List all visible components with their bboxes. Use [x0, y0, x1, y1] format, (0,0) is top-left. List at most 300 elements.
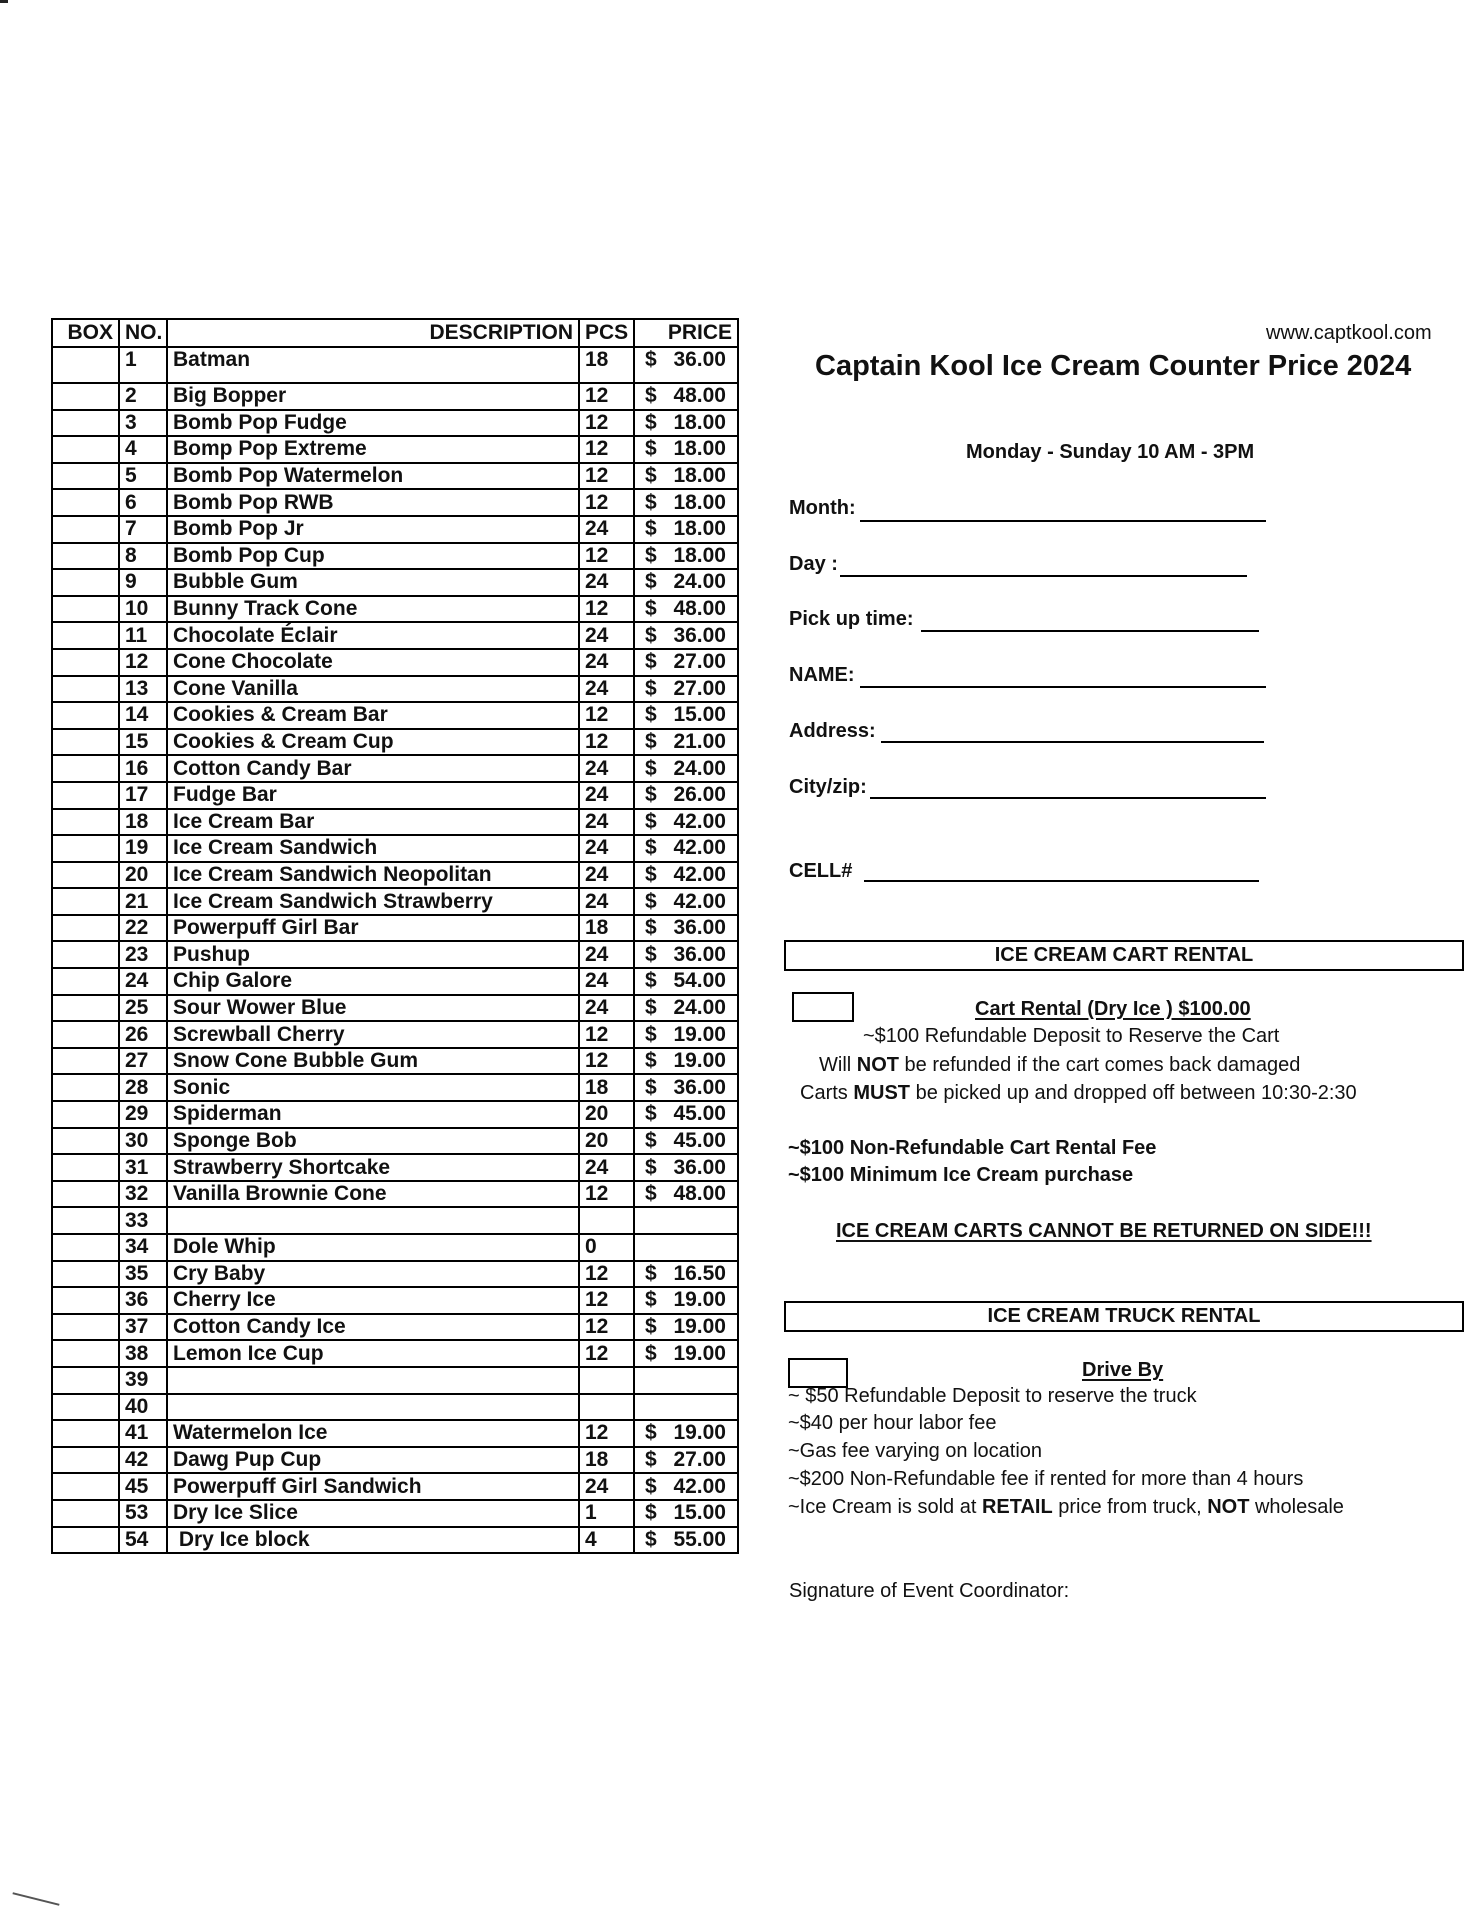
item-price: 27.00 [673, 1448, 726, 1472]
item-description: Fudge Bar [167, 782, 579, 809]
item-description: Batman [167, 347, 579, 383]
dollar-sign: $ [645, 597, 657, 621]
cart-pickup-text: Carts MUST be picked up and dropped off between 10:30-2:30 [800, 1082, 1357, 1104]
item-pcs: 24 [579, 968, 634, 995]
item-price-cell [634, 995, 738, 1022]
table-row [52, 915, 738, 942]
cart-rental-title: Cart Rental (Dry Ice ) $100.00 [975, 998, 1251, 1020]
item-pcs: 24 [579, 622, 634, 649]
dollar-sign: $ [645, 384, 657, 408]
item-number: 35 [119, 1261, 167, 1288]
table-row [52, 1074, 738, 1101]
item-description [167, 1394, 579, 1421]
item-pcs: 12 [579, 1340, 634, 1367]
box-cell[interactable] [52, 436, 119, 463]
table-row [52, 968, 738, 995]
item-pcs: 24 [579, 995, 634, 1022]
item-number: 54 [119, 1527, 167, 1554]
item-description: Bomb Pop Cup [167, 543, 579, 570]
table-row [52, 1101, 738, 1128]
item-pcs: 24 [579, 888, 634, 915]
item-pcs: 18 [579, 347, 634, 383]
item-price: 27.00 [673, 676, 726, 700]
item-pcs: 24 [579, 676, 634, 703]
item-number: 3 [119, 410, 167, 437]
item-description: Cone Vanilla [167, 676, 579, 703]
table-row [52, 862, 738, 889]
item-pcs: 24 [579, 941, 634, 968]
box-cell[interactable] [52, 755, 119, 782]
item-price-cell [634, 1473, 738, 1500]
item-price-cell [634, 1447, 738, 1474]
item-pcs: 1 [579, 1500, 634, 1527]
item-price: 16.50 [673, 1261, 726, 1285]
item-number: 22 [119, 915, 167, 942]
dollar-sign: $ [645, 995, 657, 1019]
month-field[interactable] [860, 520, 1266, 522]
dollar-sign: $ [645, 836, 657, 860]
box-cell[interactable] [52, 1101, 119, 1128]
item-pcs: 12 [579, 489, 634, 516]
item-pcs: 18 [579, 915, 634, 942]
item-pcs: 12 [579, 596, 634, 623]
item-number: 4 [119, 436, 167, 463]
item-price: 18.00 [673, 437, 726, 461]
item-price: 18.00 [673, 464, 726, 488]
box-cell[interactable] [52, 1128, 119, 1155]
address-label: Address: [789, 720, 876, 742]
table-row [52, 516, 738, 543]
item-pcs: 12 [579, 1021, 634, 1048]
item-price-cell [634, 1420, 738, 1447]
item-pcs: 24 [579, 516, 634, 543]
item-pcs: 12 [579, 1261, 634, 1288]
item-pcs: 12 [579, 1287, 634, 1314]
table-row [52, 1181, 738, 1208]
dollar-sign: $ [645, 862, 657, 886]
dollar-sign: $ [645, 969, 657, 993]
item-price: 24.00 [673, 995, 726, 1019]
item-price-cell [634, 596, 738, 623]
table-row [52, 1367, 738, 1394]
item-pcs: 12 [579, 1420, 634, 1447]
item-price-cell [634, 888, 738, 915]
item-number: 40 [119, 1394, 167, 1421]
item-pcs: 12 [579, 729, 634, 756]
item-price: 27.00 [673, 650, 726, 674]
item-number: 19 [119, 835, 167, 862]
dollar-sign: $ [645, 650, 657, 674]
item-number: 41 [119, 1420, 167, 1447]
item-number: 42 [119, 1447, 167, 1474]
item-price: 18.00 [673, 490, 726, 514]
item-pcs: 24 [579, 649, 634, 676]
item-number: 6 [119, 489, 167, 516]
item-price: 55.00 [673, 1527, 726, 1551]
item-description: Bunny Track Cone [167, 596, 579, 623]
item-price-cell [634, 1500, 738, 1527]
cell-label: CELL# [789, 860, 853, 882]
box-cell[interactable] [52, 968, 119, 995]
box-cell[interactable] [52, 649, 119, 676]
box-cell[interactable] [52, 1394, 119, 1421]
item-number: 28 [119, 1074, 167, 1101]
item-description: Big Bopper [167, 383, 579, 410]
table-row [52, 782, 738, 809]
box-cell[interactable] [52, 1234, 119, 1261]
dollar-sign: $ [645, 756, 657, 780]
truck-fee-text: ~$200 Non-Refundable fee if rented for more than 4 hours [788, 1468, 1304, 1490]
item-number: 38 [119, 1340, 167, 1367]
item-number: 30 [119, 1128, 167, 1155]
dollar-sign: $ [645, 623, 657, 647]
dollar-sign: $ [645, 1527, 657, 1551]
item-price-cell [634, 516, 738, 543]
dollar-sign: $ [645, 1049, 657, 1073]
item-pcs: 12 [579, 410, 634, 437]
item-description: Snow Cone Bubble Gum [167, 1048, 579, 1075]
item-number: 11 [119, 622, 167, 649]
item-price: 36.00 [673, 1075, 726, 1099]
dollar-sign: $ [645, 348, 657, 371]
day-field[interactable] [840, 575, 1247, 577]
item-price: 36.00 [673, 916, 726, 940]
item-number: 31 [119, 1154, 167, 1181]
day-label: Day : [789, 553, 838, 575]
item-description: Strawberry Shortcake [167, 1154, 579, 1181]
item-number: 37 [119, 1314, 167, 1341]
item-price-cell [634, 835, 738, 862]
item-number: 26 [119, 1021, 167, 1048]
table-row [52, 755, 738, 782]
item-price-cell [634, 1367, 738, 1394]
item-price: 45.00 [673, 1102, 726, 1126]
table-row [52, 1500, 738, 1527]
item-number: 33 [119, 1207, 167, 1234]
item-price: 24.00 [673, 570, 726, 594]
item-description: Bomb Pop Jr [167, 516, 579, 543]
dollar-sign: $ [645, 889, 657, 913]
header-no: NO. [119, 319, 167, 347]
truck-rental-checkbox[interactable] [788, 1358, 848, 1388]
item-description: Cry Baby [167, 1261, 579, 1288]
box-cell[interactable] [52, 1074, 119, 1101]
box-cell[interactable] [52, 1527, 119, 1554]
item-pcs: 24 [579, 862, 634, 889]
box-cell[interactable] [52, 915, 119, 942]
cart-damage-text: Will NOT be refunded if the cart comes back damaged [819, 1054, 1301, 1076]
box-cell[interactable] [52, 862, 119, 889]
item-pcs [579, 1207, 634, 1234]
item-number: 10 [119, 596, 167, 623]
box-cell[interactable] [52, 1340, 119, 1367]
table-row [52, 1527, 738, 1554]
table-row [52, 1261, 738, 1288]
item-description: Sonic [167, 1074, 579, 1101]
item-pcs: 24 [579, 569, 634, 596]
box-cell[interactable] [52, 463, 119, 490]
item-number: 14 [119, 702, 167, 729]
cart-minimum-text: ~$100 Minimum Ice Cream purchase [788, 1164, 1134, 1186]
dollar-sign: $ [645, 1341, 657, 1365]
item-description: Bomb Pop Fudge [167, 410, 579, 437]
item-price-cell [634, 1287, 738, 1314]
item-description: Bomp Pop Extreme [167, 436, 579, 463]
box-cell[interactable] [52, 489, 119, 516]
box-cell[interactable] [52, 596, 119, 623]
box-cell[interactable] [52, 1207, 119, 1234]
item-price: 36.00 [673, 942, 726, 966]
table-row [52, 1234, 738, 1261]
box-cell[interactable] [52, 543, 119, 570]
truck-rental-header: ICE CREAM TRUCK RENTAL [784, 1301, 1464, 1332]
item-number: 1 [119, 347, 167, 383]
item-price-cell [634, 383, 738, 410]
item-pcs: 0 [579, 1234, 634, 1261]
table-row [52, 410, 738, 437]
header-pcs: PCS [579, 319, 634, 347]
item-number: 29 [119, 1101, 167, 1128]
table-row [52, 1287, 738, 1314]
dollar-sign: $ [645, 676, 657, 700]
name-field[interactable] [860, 686, 1266, 688]
item-number: 34 [119, 1234, 167, 1261]
dollar-sign: $ [645, 1501, 657, 1525]
cell-field[interactable] [864, 880, 1259, 882]
item-price: 24.00 [673, 756, 726, 780]
item-pcs: 18 [579, 1074, 634, 1101]
box-cell[interactable] [52, 383, 119, 410]
table-row [52, 649, 738, 676]
item-number: 18 [119, 809, 167, 836]
item-description: Screwball Cherry [167, 1021, 579, 1048]
box-cell[interactable] [52, 622, 119, 649]
item-pcs: 12 [579, 1181, 634, 1208]
item-description: Cone Chocolate [167, 649, 579, 676]
item-description: Chip Galore [167, 968, 579, 995]
box-cell[interactable] [52, 1181, 119, 1208]
box-cell[interactable] [52, 1287, 119, 1314]
item-description: Cotton Candy Bar [167, 755, 579, 782]
item-price: 15.00 [673, 703, 726, 727]
item-price: 19.00 [673, 1421, 726, 1445]
item-price-cell [634, 1314, 738, 1341]
item-number: 36 [119, 1287, 167, 1314]
item-number: 9 [119, 569, 167, 596]
truck-retail-text: ~Ice Cream is sold at RETAIL price from truck, NOT wholesale [788, 1496, 1344, 1518]
box-cell[interactable] [52, 1314, 119, 1341]
business-hours: Monday - Sunday 10 AM - 3PM [966, 441, 1255, 463]
item-number: 2 [119, 383, 167, 410]
item-pcs: 12 [579, 436, 634, 463]
box-cell[interactable] [52, 1367, 119, 1394]
item-price: 18.00 [673, 410, 726, 434]
dollar-sign: $ [645, 437, 657, 461]
item-description: Spiderman [167, 1101, 579, 1128]
table-row [52, 347, 738, 383]
truck-labor-text: ~$40 per hour labor fee [788, 1412, 997, 1434]
item-price-cell [634, 622, 738, 649]
item-pcs: 18 [579, 1447, 634, 1474]
item-price: 36.00 [673, 348, 726, 371]
item-price-cell [634, 702, 738, 729]
item-price: 48.00 [673, 384, 726, 408]
item-price-cell [634, 347, 738, 383]
item-price-cell [634, 676, 738, 703]
table-row [52, 543, 738, 570]
city-zip-field[interactable] [870, 797, 1266, 799]
item-price: 36.00 [673, 623, 726, 647]
cart-deposit-text: ~$100 Refundable Deposit to Reserve the Cart [863, 1025, 1280, 1047]
item-description [167, 1367, 579, 1394]
item-price-cell [634, 463, 738, 490]
dollar-sign: $ [645, 1421, 657, 1445]
table-row [52, 941, 738, 968]
dollar-sign: $ [645, 1022, 657, 1046]
box-cell[interactable] [52, 729, 119, 756]
dollar-sign: $ [645, 543, 657, 567]
box-cell[interactable] [52, 1473, 119, 1500]
table-row [52, 809, 738, 836]
box-cell[interactable] [52, 1154, 119, 1181]
box-cell[interactable] [52, 347, 119, 383]
item-pcs [579, 1367, 634, 1394]
item-price: 19.00 [673, 1341, 726, 1365]
table-row [52, 835, 738, 862]
cart-rental-checkbox[interactable] [792, 992, 854, 1022]
box-cell[interactable] [52, 702, 119, 729]
item-number: 8 [119, 543, 167, 570]
item-description: Powerpuff Girl Sandwich [167, 1473, 579, 1500]
item-number: 12 [119, 649, 167, 676]
table-row [52, 1447, 738, 1474]
box-cell[interactable] [52, 1021, 119, 1048]
item-description: Sponge Bob [167, 1128, 579, 1155]
box-cell[interactable] [52, 1447, 119, 1474]
page-title: Captain Kool Ice Cream Counter Price 2024 [815, 350, 1412, 382]
cart-fee-text: ~$100 Non-Refundable Cart Rental Fee [788, 1137, 1157, 1159]
box-cell[interactable] [52, 1048, 119, 1075]
item-price-cell [634, 1101, 738, 1128]
table-row [52, 383, 738, 410]
item-price-cell [634, 1048, 738, 1075]
item-number: 53 [119, 1500, 167, 1527]
item-price: 54.00 [673, 969, 726, 993]
item-price-cell [634, 410, 738, 437]
pickup-time-field[interactable] [921, 630, 1259, 632]
table-row [52, 1473, 738, 1500]
table-header-row [52, 319, 738, 347]
box-cell[interactable] [52, 1261, 119, 1288]
item-price: 45.00 [673, 1128, 726, 1152]
item-description: Powerpuff Girl Bar [167, 915, 579, 942]
item-price-cell [634, 1074, 738, 1101]
box-cell[interactable] [52, 1500, 119, 1527]
item-pcs: 24 [579, 755, 634, 782]
scan-corner-mark [12, 1892, 59, 1906]
item-pcs: 24 [579, 835, 634, 862]
item-description: Cookies & Cream Bar [167, 702, 579, 729]
item-price-cell [634, 1234, 738, 1261]
table-row [52, 1128, 738, 1155]
box-cell[interactable] [52, 516, 119, 543]
item-description: Watermelon Ice [167, 1420, 579, 1447]
box-cell[interactable] [52, 569, 119, 596]
item-price-cell [634, 436, 738, 463]
cart-warning-text: ICE CREAM CARTS CANNOT BE RETURNED ON SIDE!!! [836, 1220, 1372, 1242]
item-number: 23 [119, 941, 167, 968]
box-cell[interactable] [52, 676, 119, 703]
table-row [52, 702, 738, 729]
item-price-cell [634, 915, 738, 942]
item-price: 42.00 [673, 1474, 726, 1498]
box-cell[interactable] [52, 995, 119, 1022]
item-description: Ice Cream Sandwich [167, 835, 579, 862]
item-description: Sour Wower Blue [167, 995, 579, 1022]
item-price: 42.00 [673, 809, 726, 833]
table-row [52, 1021, 738, 1048]
box-cell[interactable] [52, 1420, 119, 1447]
dollar-sign: $ [645, 809, 657, 833]
box-cell[interactable] [52, 835, 119, 862]
item-description [167, 1207, 579, 1234]
item-number: 45 [119, 1473, 167, 1500]
dollar-sign: $ [645, 783, 657, 807]
item-price: 18.00 [673, 543, 726, 567]
box-cell[interactable] [52, 888, 119, 915]
item-price-cell [634, 809, 738, 836]
item-price: 19.00 [673, 1288, 726, 1312]
dollar-sign: $ [645, 1315, 657, 1339]
item-description: Pushup [167, 941, 579, 968]
item-pcs [579, 1394, 634, 1421]
dollar-sign: $ [645, 1075, 657, 1099]
box-cell[interactable] [52, 782, 119, 809]
box-cell[interactable] [52, 941, 119, 968]
item-pcs: 12 [579, 463, 634, 490]
item-description: Bomb Pop Watermelon [167, 463, 579, 490]
item-price-cell [634, 1181, 738, 1208]
item-price: 15.00 [673, 1501, 726, 1525]
item-description: Bubble Gum [167, 569, 579, 596]
truck-deposit-text: ~ $50 Refundable Deposit to reserve the truck [788, 1385, 1197, 1407]
city-zip-label: City/zip: [789, 776, 867, 798]
address-field[interactable] [881, 741, 1264, 743]
item-description: Ice Cream Bar [167, 809, 579, 836]
item-description: Chocolate Éclair [167, 622, 579, 649]
box-cell[interactable] [52, 809, 119, 836]
table-row [52, 1314, 738, 1341]
box-cell[interactable] [52, 410, 119, 437]
item-pcs: 12 [579, 383, 634, 410]
cart-rental-header: ICE CREAM CART RENTAL [784, 940, 1464, 971]
item-price-cell [634, 1207, 738, 1234]
item-pcs: 4 [579, 1527, 634, 1554]
item-description: Bomb Pop RWB [167, 489, 579, 516]
item-description: Ice Cream Sandwich Strawberry [167, 888, 579, 915]
item-pcs: 20 [579, 1101, 634, 1128]
website-url: www.captkool.com [1266, 322, 1432, 344]
item-price: 26.00 [673, 783, 726, 807]
table-row [52, 596, 738, 623]
table-row [52, 436, 738, 463]
month-label: Month: [789, 497, 856, 519]
dollar-sign: $ [645, 517, 657, 541]
item-price: 42.00 [673, 889, 726, 913]
header-box: BOX [52, 319, 119, 347]
item-price-cell [634, 1340, 738, 1367]
item-price-cell [634, 1394, 738, 1421]
